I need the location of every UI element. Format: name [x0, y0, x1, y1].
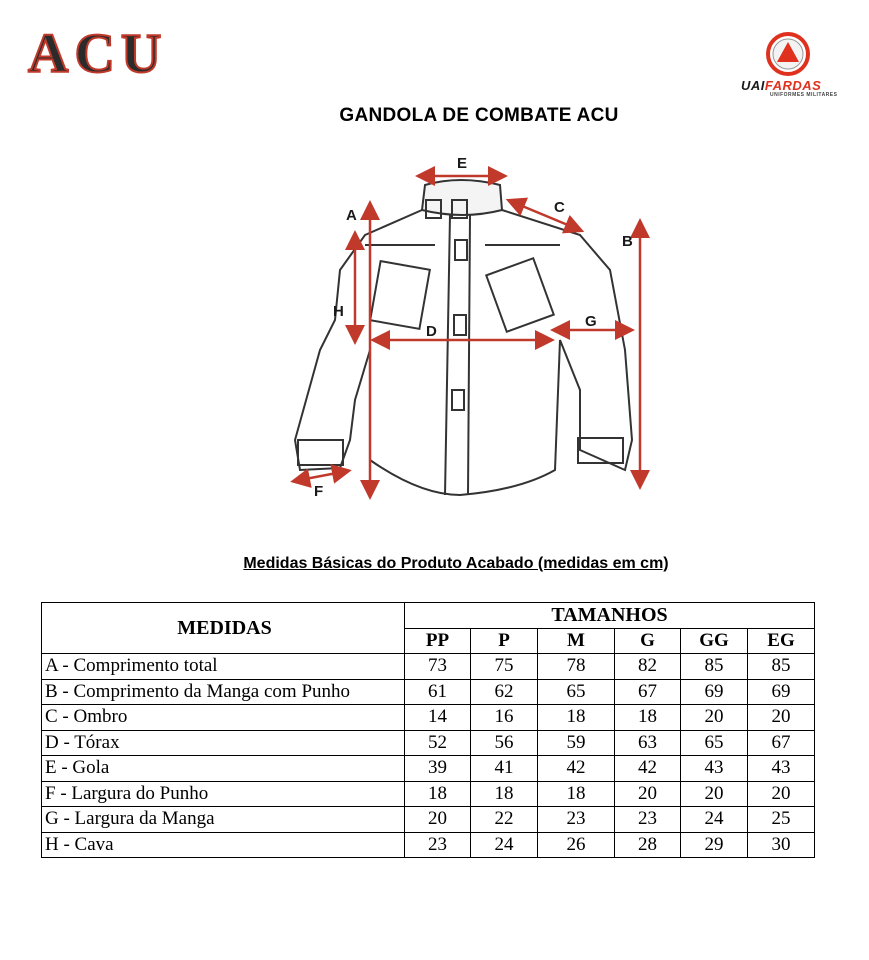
measure-value: 18	[538, 705, 615, 731]
measure-value: 43	[748, 756, 815, 782]
measure-value: 20	[748, 781, 815, 807]
label-c: C	[554, 199, 565, 216]
label-f: F	[314, 483, 324, 500]
measure-label: A - Comprimento total	[42, 654, 405, 680]
label-g: G	[585, 313, 597, 330]
measure-value: 20	[681, 705, 748, 731]
measure-value: 20	[405, 807, 471, 833]
measure-value: 59	[538, 730, 615, 756]
measure-value: 24	[471, 832, 538, 858]
measure-label: B - Comprimento da Manga com Punho	[42, 679, 405, 705]
measure-value: 18	[471, 781, 538, 807]
measure-value: 62	[471, 679, 538, 705]
measure-value: 20	[681, 781, 748, 807]
measure-value: 65	[538, 679, 615, 705]
measure-value: 23	[405, 832, 471, 858]
measure-value: 52	[405, 730, 471, 756]
table-row	[42, 756, 815, 782]
measure-value: 14	[405, 705, 471, 731]
jacket-outline	[295, 180, 632, 495]
measure-value: 56	[471, 730, 538, 756]
brand-title: ACU	[28, 23, 168, 85]
measure-value: 29	[681, 832, 748, 858]
logo-tagline: UNIFORMES MILITARES	[770, 92, 838, 98]
measure-value: 61	[405, 679, 471, 705]
size-table	[41, 602, 815, 858]
measure-value: 43	[681, 756, 748, 782]
measure-value: 67	[748, 730, 815, 756]
measure-value: 78	[538, 654, 615, 680]
measure-label: H - Cava	[42, 832, 405, 858]
size-header-cell: PP	[405, 628, 471, 654]
logo-fardas: FARDAS	[764, 78, 822, 93]
measure-value: 25	[748, 807, 815, 833]
table-row	[42, 807, 815, 833]
measure-value: 42	[615, 756, 681, 782]
measure-value: 69	[681, 679, 748, 705]
header-tamanhos: TAMANHOS	[405, 603, 815, 629]
measure-label: G - Largura da Manga	[42, 807, 405, 833]
measure-value: 69	[748, 679, 815, 705]
measure-value: 65	[681, 730, 748, 756]
size-header-cell: GG	[681, 628, 748, 654]
measure-value: 26	[538, 832, 615, 858]
measure-value: 20	[615, 781, 681, 807]
measure-value: 63	[615, 730, 681, 756]
label-e: E	[457, 155, 468, 172]
measure-value: 39	[405, 756, 471, 782]
measure-value: 85	[748, 654, 815, 680]
table-row	[42, 679, 815, 705]
measure-value: 16	[471, 705, 538, 731]
measure-value: 24	[681, 807, 748, 833]
measure-value: 67	[615, 679, 681, 705]
table-row	[42, 781, 815, 807]
measure-value: 41	[471, 756, 538, 782]
measure-value: 23	[538, 807, 615, 833]
jacket-diagram	[280, 150, 660, 510]
label-b: B	[622, 233, 633, 250]
measure-value: 20	[748, 705, 815, 731]
measure-value: 85	[681, 654, 748, 680]
measure-label: C - Ombro	[42, 705, 405, 731]
measure-value: 18	[405, 781, 471, 807]
page-title: GANDOLA DE COMBATE ACU	[339, 105, 619, 126]
measure-value: 18	[538, 781, 615, 807]
logo-text	[741, 78, 821, 93]
table-row	[42, 832, 815, 858]
header-medidas: MEDIDAS	[42, 603, 405, 654]
label-d: D	[426, 323, 437, 340]
table-row	[42, 730, 815, 756]
measure-value: 82	[615, 654, 681, 680]
size-header-cell: G	[615, 628, 681, 654]
label-h: H	[333, 303, 344, 320]
measure-value: 73	[405, 654, 471, 680]
size-header-cell: P	[471, 628, 538, 654]
measure-value: 28	[615, 832, 681, 858]
measure-value: 30	[748, 832, 815, 858]
label-a: A	[346, 207, 357, 224]
table-body	[42, 654, 815, 858]
size-header-cell: M	[538, 628, 615, 654]
measure-label: D - Tórax	[42, 730, 405, 756]
measure-value: 42	[538, 756, 615, 782]
measure-value: 22	[471, 807, 538, 833]
measure-value: 18	[615, 705, 681, 731]
measurements-subtitle: Medidas Básicas do Produto Acabado (medidas em cm)	[243, 555, 669, 572]
measure-label: E - Gola	[42, 756, 405, 782]
measure-value: 75	[471, 654, 538, 680]
measure-label: F - Largura do Punho	[42, 781, 405, 807]
logo-uai: UAI	[741, 78, 765, 93]
table-row	[42, 705, 815, 731]
size-header-cell: EG	[748, 628, 815, 654]
measure-value: 23	[615, 807, 681, 833]
table-row	[42, 654, 815, 680]
